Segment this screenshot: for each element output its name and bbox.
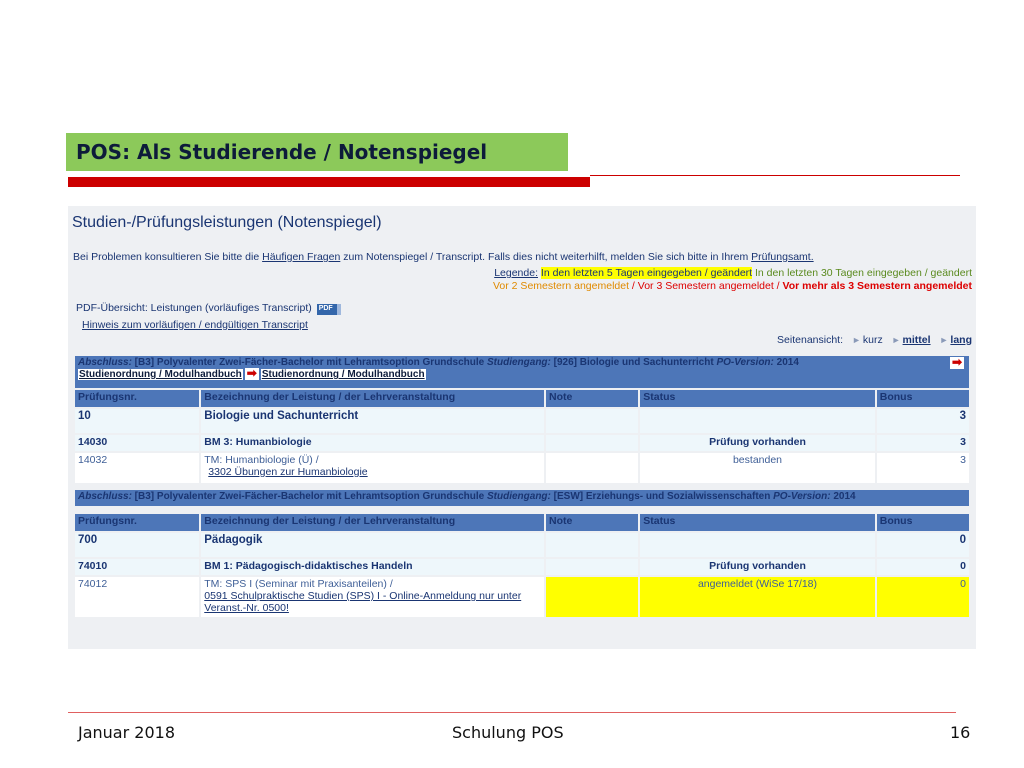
help-text-prefix: Bei Problemen konsultieren Sie bitte die	[73, 251, 263, 263]
po-label: PO-Version:	[773, 491, 831, 502]
course-link[interactable]: 0591 Schulpraktische Studien (SPS) I - Online-Anmeldung nur unter Veranst.-Nr. 0500!	[204, 590, 522, 614]
subject-bonus: 0	[877, 533, 969, 557]
module-nr: 74010	[75, 559, 199, 575]
course-grade	[546, 453, 638, 483]
transcript-hint-link[interactable]: Hinweis zum vorläufigen / endgültigen Transcript	[82, 319, 308, 331]
pdf-overview	[76, 302, 341, 315]
grades-table-2	[73, 488, 971, 619]
degree-label: Abschluss:	[78, 491, 132, 502]
legend-last30: In den letzten 30 Tagen eingegeben / geändert	[755, 267, 972, 279]
course-name	[201, 577, 544, 617]
program-value: [ESW] Erziehungs- und Sozialwissenschaften	[550, 491, 774, 502]
subject-bonus: 3	[877, 409, 969, 433]
col-status: Status	[640, 390, 875, 407]
legend-semmore: Vor mehr als 3 Semestern angemeldet	[782, 280, 972, 292]
degree-label: Abschluss:	[78, 357, 132, 368]
module-grade	[546, 559, 638, 575]
grades-table-1	[73, 354, 971, 485]
degree-row	[75, 356, 969, 388]
view-mittel[interactable]: mittel	[902, 334, 931, 346]
course-bonus: 3	[877, 453, 969, 483]
legend-link[interactable]: Legende:	[494, 267, 538, 279]
course-name	[201, 453, 544, 483]
subject-grade	[546, 533, 638, 557]
module-row	[75, 559, 969, 575]
slide-title: POS: Als Studierende / Notenspiegel	[66, 133, 568, 171]
module-row	[75, 435, 969, 451]
table-header	[75, 390, 969, 407]
module-nr: 14030	[75, 435, 199, 451]
degree-value: [B3] Polyvalenter Zwei-Fächer-Bachelor mit Lehramtsoption Grundschule	[131, 491, 487, 502]
col-exam-nr: Prüfungsnr.	[75, 514, 199, 531]
legend-sep1: /	[629, 280, 638, 292]
course-row	[75, 577, 969, 617]
module-name: BM 3: Humanbiologie	[201, 435, 544, 451]
help-text	[73, 251, 814, 263]
right-arrow-icon[interactable]: ➡	[246, 366, 257, 380]
module-status: Prüfung vorhanden	[640, 559, 875, 575]
study-regulations-link-2[interactable]: Studienordnung / Modulhandbuch	[261, 369, 425, 380]
col-grade: Note	[546, 514, 638, 531]
legend-sep2: /	[773, 280, 783, 292]
col-bonus: Bonus	[877, 514, 969, 531]
spacer-row	[75, 508, 969, 512]
legend-last5: In den letzten 5 Tagen eingegeben / geändert	[540, 267, 753, 279]
right-arrow-icon[interactable]: ➡	[951, 355, 962, 369]
view-lang[interactable]: lang	[950, 334, 972, 346]
study-regulations-link-1[interactable]: Studienordnung / Modulhandbuch	[79, 369, 242, 380]
col-description: Bezeichnung der Leistung / der Lehrveranstaltung	[201, 390, 544, 407]
col-exam-nr: Prüfungsnr.	[75, 390, 199, 407]
course-name-line1: TM: Humanbiologie (Ü) /	[204, 454, 319, 466]
title-underline-line	[590, 175, 960, 176]
subject-status	[640, 533, 875, 557]
po-value: 2014	[830, 491, 856, 502]
program-value: [926] Biologie und Sachunterricht	[550, 357, 717, 368]
page-title: Studien-/Prüfungsleistungen (Notenspiegel)	[72, 214, 382, 231]
arrow-icon: ►	[939, 335, 949, 345]
help-text-middle: zum Notenspiegel / Transcript. Falls dies nicht weiterhilft, melden Sie sich bitte in Ihrem	[340, 251, 752, 263]
footer-date: Januar 2018	[78, 723, 175, 742]
course-nr: 74012	[75, 577, 199, 617]
faq-link[interactable]: Häufigen Fragen	[262, 251, 341, 263]
pdf-icon[interactable]: PDF	[317, 304, 341, 315]
course-nr: 14032	[75, 453, 199, 483]
course-grade	[546, 577, 638, 617]
course-status: bestanden	[640, 453, 875, 483]
footer-page-number: 16	[950, 723, 971, 742]
course-bonus: 0	[877, 577, 969, 617]
module-name: BM 1: Pädagogisch-didaktisches Handeln	[201, 559, 544, 575]
exam-office-link[interactable]: Prüfungsamt.	[751, 251, 814, 263]
page-view-selector	[777, 334, 972, 346]
po-label: PO-Version:	[716, 357, 774, 368]
legend-line-2	[493, 280, 972, 292]
view-label: Seitenansicht:	[777, 334, 844, 346]
program-label: Studiengang:	[486, 357, 551, 368]
legend-sem2: Vor 2 Semestern angemeldet	[493, 280, 629, 292]
arrow-icon: ►	[851, 335, 861, 345]
subject-name: Biologie und Sachunterricht	[201, 409, 544, 433]
col-status: Status	[640, 514, 875, 531]
module-grade	[546, 435, 638, 451]
col-grade: Note	[546, 390, 638, 407]
subject-row	[75, 409, 969, 433]
subject-nr: 700	[75, 533, 199, 557]
pdf-overview-label: PDF-Übersicht: Leistungen (vorläufiges Transcript)	[76, 302, 312, 314]
col-bonus: Bonus	[877, 390, 969, 407]
footer-title: Schulung POS	[452, 723, 564, 742]
course-link[interactable]: 3302 Übungen zur Humanbiologie	[208, 466, 368, 478]
course-row	[75, 453, 969, 483]
degree-row	[75, 490, 969, 506]
module-status: Prüfung vorhanden	[640, 435, 875, 451]
legend-line-1	[494, 267, 972, 279]
po-value: 2014	[773, 357, 799, 368]
subject-grade	[546, 409, 638, 433]
program-label: Studiengang:	[486, 491, 551, 502]
arrow-icon: ►	[891, 335, 901, 345]
subject-nr: 10	[75, 409, 199, 433]
footer-line	[68, 712, 956, 713]
module-bonus: 3	[877, 435, 969, 451]
table-header	[75, 514, 969, 531]
legend-sem3: Vor 3 Semestern angemeldet	[637, 280, 774, 292]
module-bonus: 0	[877, 559, 969, 575]
screenshot-panel	[68, 206, 976, 649]
title-underline-bar	[68, 177, 590, 187]
course-status: angemeldet (WiSe 17/18)	[640, 577, 875, 617]
degree-value: [B3] Polyvalenter Zwei-Fächer-Bachelor mit Lehramtsoption Grundschule	[131, 357, 487, 368]
col-description: Bezeichnung der Leistung / der Lehrveranstaltung	[201, 514, 544, 531]
view-kurz[interactable]: kurz	[862, 334, 883, 346]
subject-name: Pädagogik	[201, 533, 544, 557]
course-name-line1: TM: SPS I (Seminar mit Praxisanteilen) /	[204, 578, 393, 590]
subject-status	[640, 409, 875, 433]
subject-row	[75, 533, 969, 557]
